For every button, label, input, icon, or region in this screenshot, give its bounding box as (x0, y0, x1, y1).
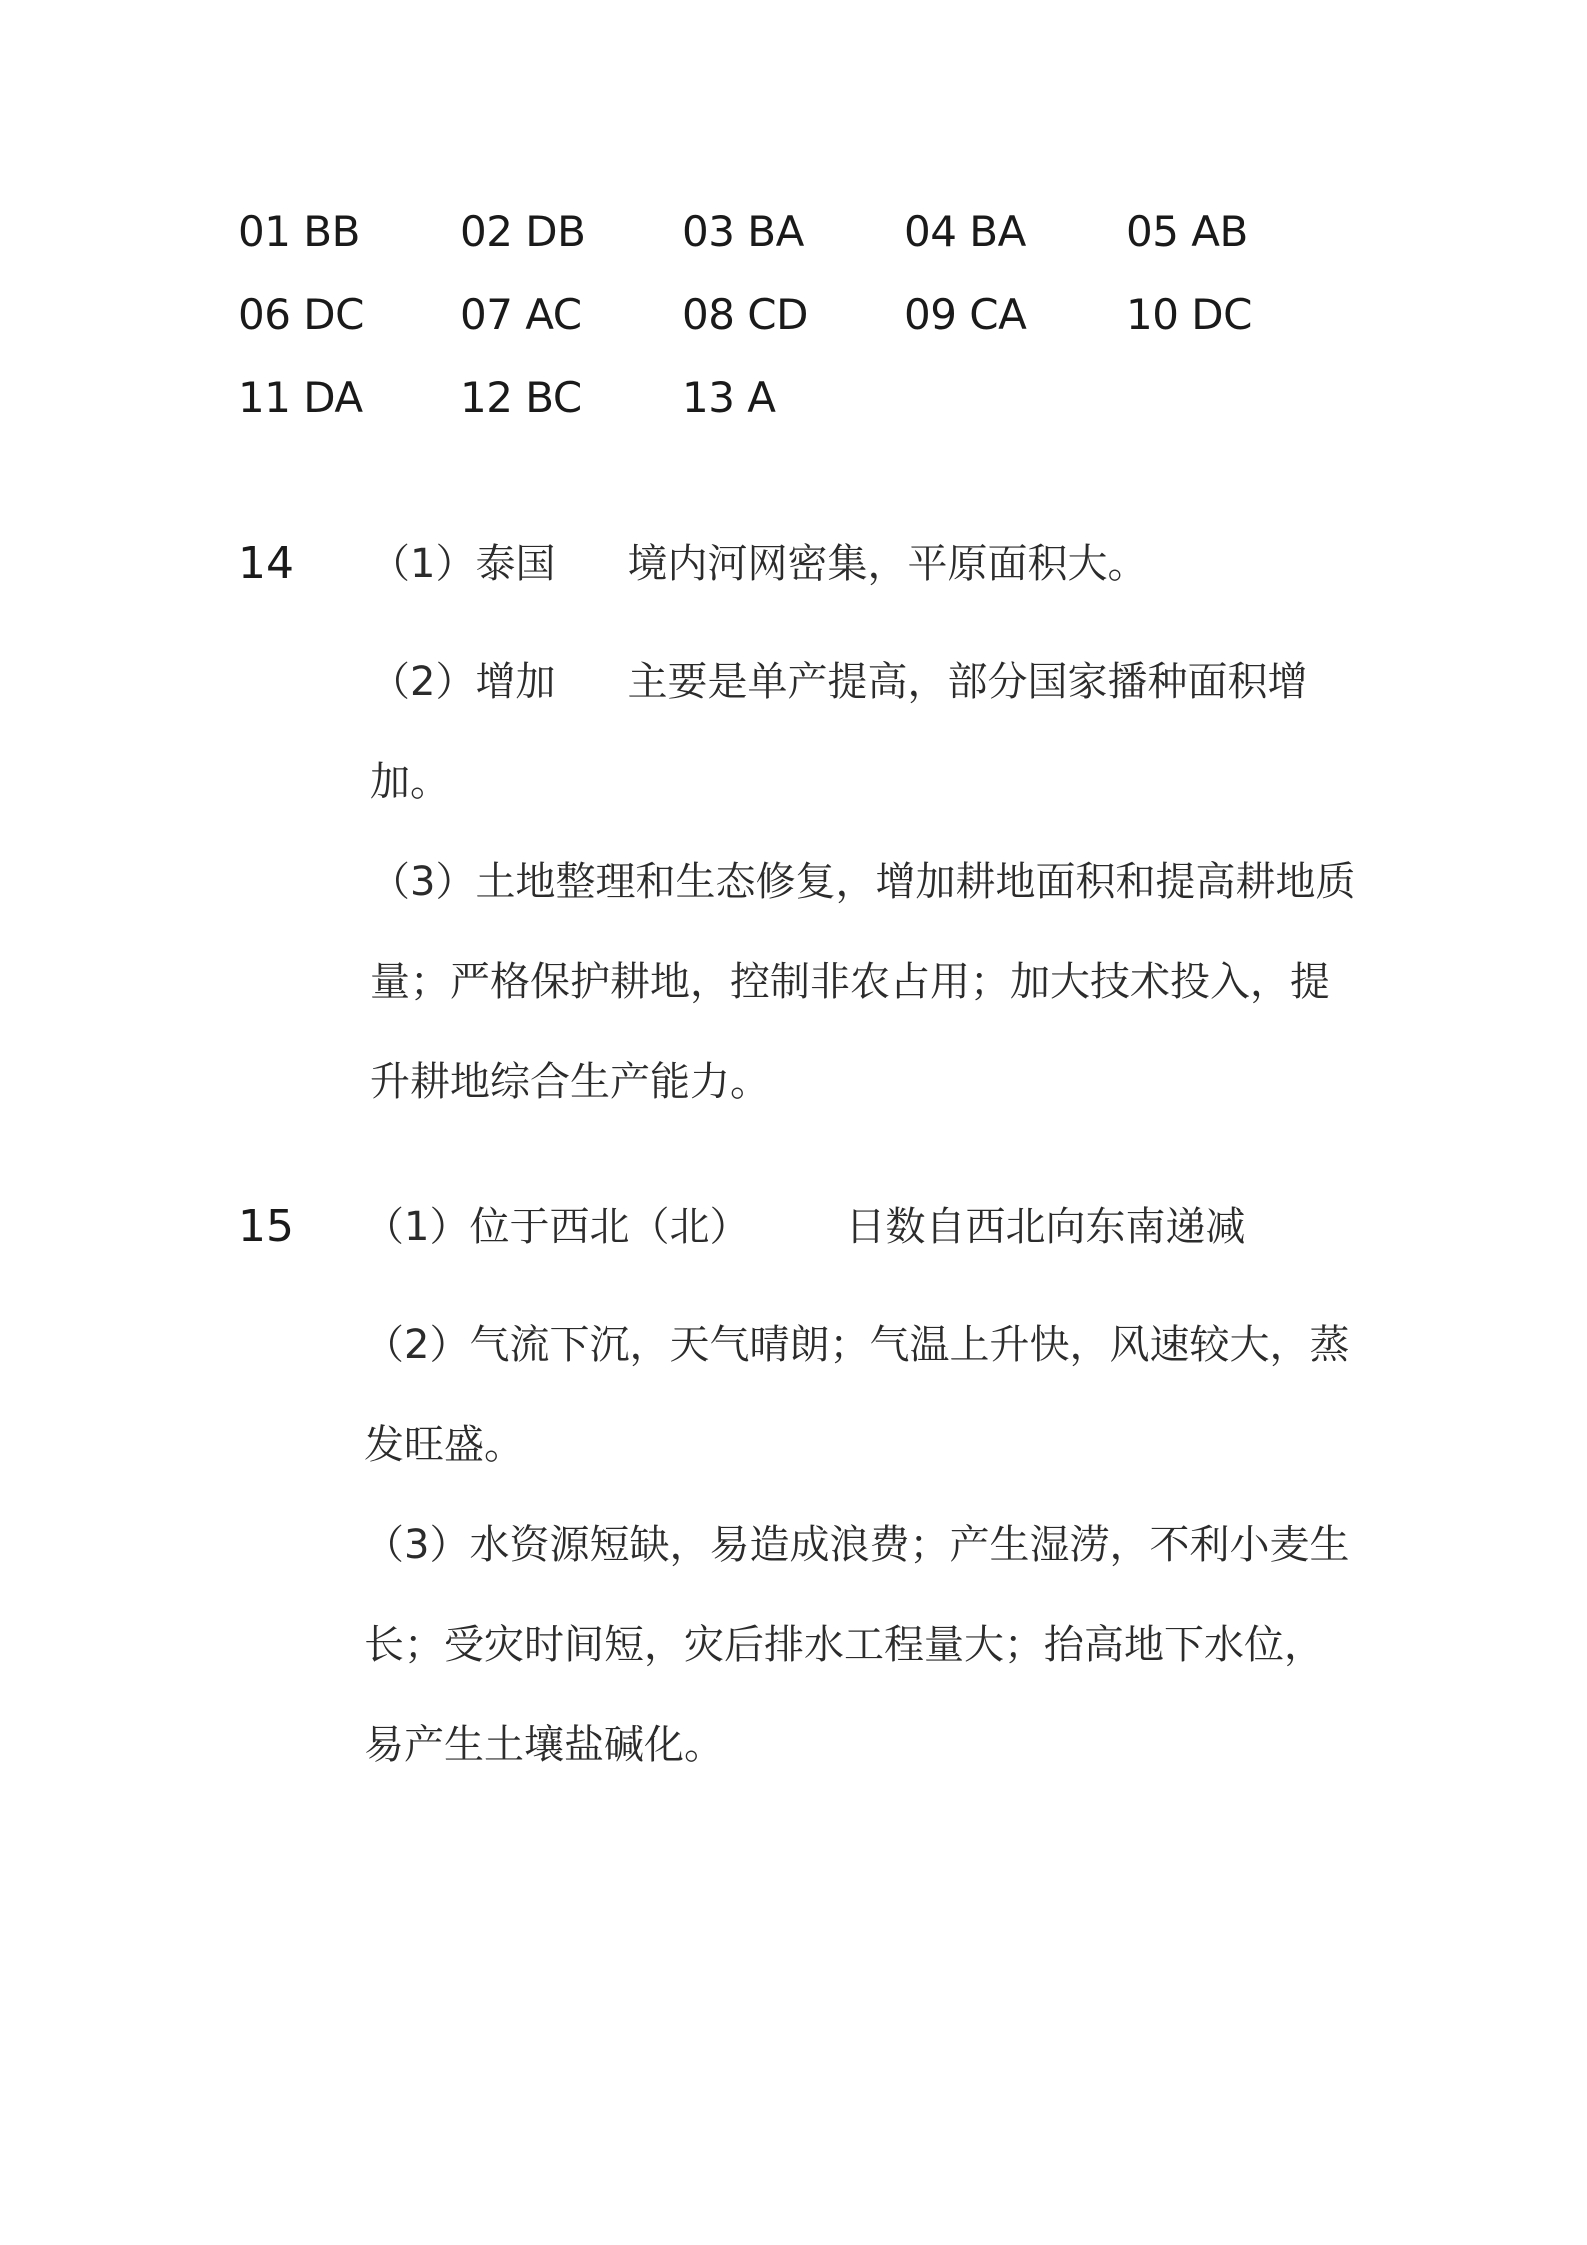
answer-12: 12 BC (460, 373, 582, 422)
answer-part-3-line-1: （3）土地整理和生态修复，增加耕地面积和提高耕地质 (370, 859, 1356, 905)
answer-part-3-line-2: 长；受灾时间短，灾后排水工程量大；抬高地下水位， (364, 1622, 1324, 1668)
answer-13: 13 A (682, 373, 776, 422)
answer-part-1 (370, 532, 1370, 596)
part-label: （1）位于西北（北） (364, 1204, 750, 1250)
question-number: 14 (238, 538, 294, 589)
part-text: 日数自西北向东南递减 (845, 1204, 1246, 1250)
answer-06: 06 DC (238, 290, 364, 339)
part-label: （2）增加 (370, 659, 556, 705)
answer-03: 03 BA (682, 207, 804, 256)
answer-part-3-line-2: 量；严格保护耕地，控制非农占用；加大技术投入，提 (370, 959, 1330, 1005)
answer-11: 11 DA (238, 373, 363, 422)
question-number: 15 (238, 1201, 294, 1252)
answer-row (238, 200, 1358, 283)
answer-02: 02 DB (460, 207, 586, 256)
answer-part-3-line-3: 易产生土壤盐碱化。 (364, 1722, 724, 1768)
answer-07: 07 AC (460, 290, 582, 339)
answer-01: 01 BB (238, 207, 360, 256)
answer-part-2 (370, 632, 1370, 732)
answer-04: 04 BA (904, 207, 1026, 256)
answer-row (238, 283, 1358, 366)
answer-10: 10 DC (1126, 290, 1252, 339)
answer-part-2-line-2: 发旺盛。 (364, 1422, 524, 1468)
answer-row (238, 366, 1358, 449)
answer-part-2-continued: 加。 (370, 759, 450, 805)
answer-09: 09 CA (904, 290, 1027, 339)
answer-08: 08 CD (682, 290, 808, 339)
answer-part-1 (364, 1195, 1364, 1259)
answer-part-3-line-1: （3）水资源短缺，易造成浪费；产生湿涝，不利小麦生 (364, 1522, 1350, 1568)
answer-part-3-line-3: 升耕地综合生产能力。 (370, 1059, 770, 1105)
question-15-answer (364, 1195, 1364, 1795)
part-text: 主要是单产提高，部分国家播种面积增 (627, 659, 1308, 705)
multiple-choice-answers (238, 200, 1358, 449)
question-14-answer (370, 532, 1370, 1132)
part-text: 境内河网密集，平原面积大。 (627, 541, 1148, 587)
answer-05: 05 AB (1126, 207, 1248, 256)
part-label: （1）泰国 (370, 541, 556, 587)
answer-part-2-line-1: （2）气流下沉，天气晴朗；气温上升快，风速较大，蒸 (364, 1322, 1350, 1368)
